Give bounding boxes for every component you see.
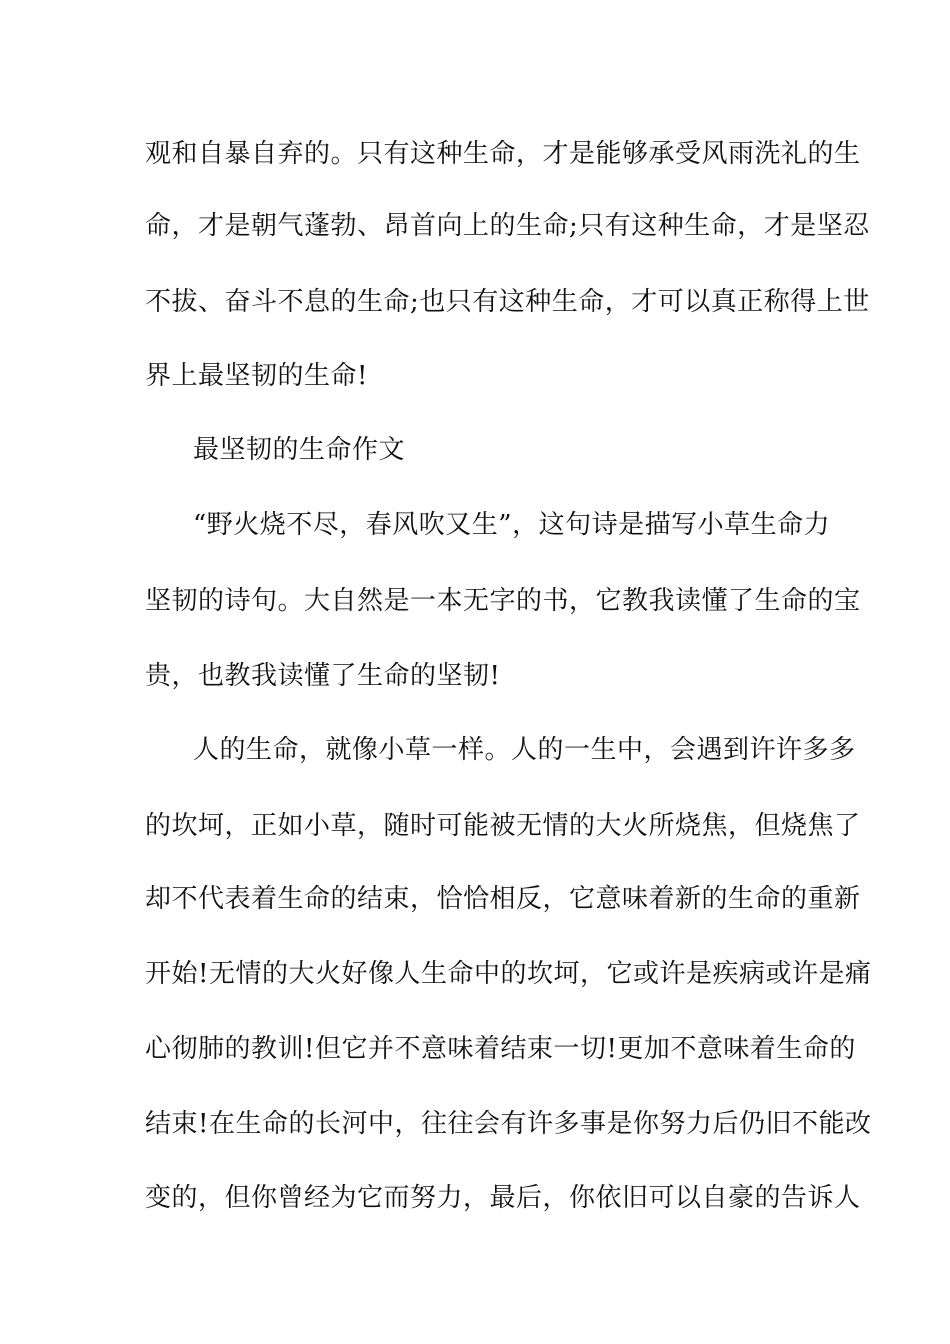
- paragraph-line: 观和自暴自弃的。只有这种生命，才是能够承受风雨洗礼的生: [145, 139, 861, 169]
- paragraph-line: 人的生命，就像小草一样。人的一生中，会遇到许许多多: [193, 735, 856, 765]
- paragraph-line: “野火烧不尽，春风吹又生”，这句诗是描写小草生命力: [193, 510, 831, 540]
- paragraph-line: 不拔、奋斗不息的生命;也只有这种生命，才可以真正称得上世: [145, 287, 870, 317]
- paragraph-line: 命，才是朝气蓬勃、昂首向上的生命;只有这种生命，才是坚忍: [145, 211, 870, 241]
- paragraph-line: 的坎坷，正如小草，随时可能被无情的大火所烧焦，但烧焦了: [145, 811, 861, 841]
- paragraph-line: 变的，但你曾经为它而努力，最后，你依旧可以自豪的告诉人: [145, 1183, 861, 1213]
- paragraph-line: 心彻肺的教训!但它并不意味着结束一切!更加不意味着生命的: [145, 1034, 856, 1064]
- paragraph-line: 坚韧的诗句。大自然是一本无字的书，它教我读懂了生命的宝: [145, 586, 861, 616]
- paragraph-line: 贵，也教我读懂了生命的坚韧!: [145, 661, 501, 691]
- paragraph-line: 结束!在生命的长河中，往往会有许多事是你努力后仍旧不能改: [145, 1109, 872, 1139]
- paragraph-line: 开始!无情的大火好像人生命中的坎坷，它或许是疾病或许是痛: [145, 959, 872, 989]
- paragraph-line: 界上最坚韧的生命!: [145, 361, 368, 391]
- section-heading: 最坚韧的生命作文: [193, 435, 406, 465]
- paragraph-line: 却不代表着生命的结束，恰恰相反，它意味着新的生命的重新: [145, 884, 861, 914]
